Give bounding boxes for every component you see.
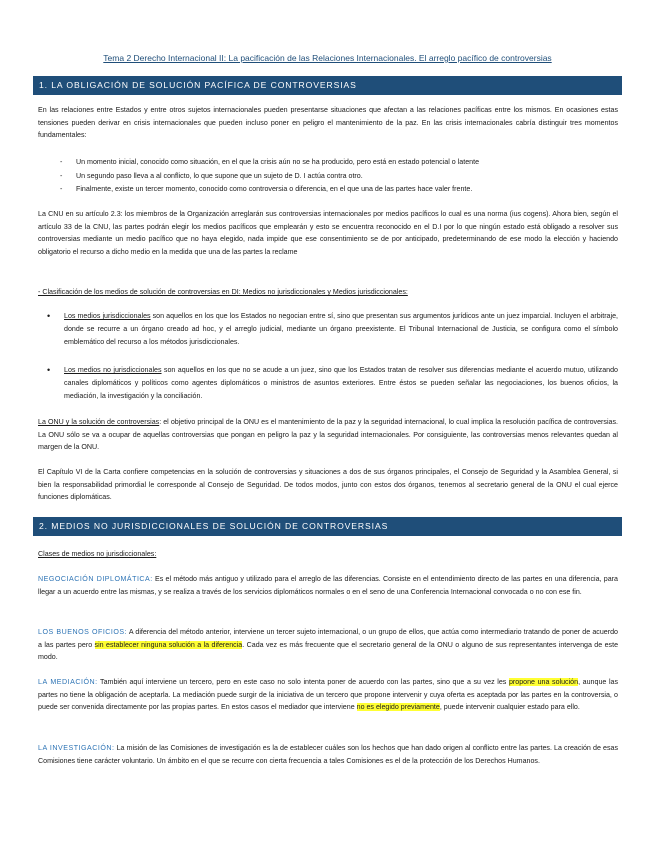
chapter-vi-paragraph: El Capítulo VI de la Carta confiere competencias en la solución de controversias y situaciones a dos de sus órganos principales, el Consejo de Seguridad y la Asamblea General, si bien la responsabilidad primordial le corresponde al Consejo de Seguridad. De todos modos, junto con estos dos órganos, tenemos al secretario general de la ONU el cual ejerce funciones diplomáticas. [38,468,618,502]
negociacion-paragraph: NEGOCIACIÓN DIPLOMÁTICA: Es el método más antiguo y utilizado para el arreglo de las diferencias. Consiste en el entendimiento directo de las partes en una diferencia, para llegar a un acuerdo entre las mismas, y se realiza a través de los servicios diplomáticos normales o en el seno de una Conferencia Internacional convocada o no con ese fin. [38,575,618,596]
onu-text: : el objetivo principal de la ONU es el mantenimiento de la paz y la seguridad internacional, lo cual implica la resolución pacífica de controversias. La ONU sólo se va a ocupar de aquellas controversias que pongan en peligro la paz y la seguridad internacionales. Por consiguiente, las controversias menos relevantes quedan al margen de la ONU. [38,418,618,452]
buenos-oficios-paragraph: LOS BUENOS OFICIOS: A diferencia del método anterior, interviene un tercer sujeto internacional, o un grupo de ellos, que actúa como intermediario tratando de poner de acuerdo a las partes pero sin establecer ninguna solución a la diferencia. Cada vez es más frecuente que el secretario general de la ONU o alguno de sus representantes intervenga de este modo. [38,628,619,662]
list-item [47,310,618,348]
classification-heading: - Clasificación de los medios de solución de controversias en DI: Medios no jurisdiccionales y Medios jurisdiccionales: [38,288,408,296]
list-item: - Un momento inicial, conocido como situación, en el que la crisis aún no se ha producido, pero está en estado potencial o latente [60,156,615,170]
cnu-paragraph: La CNU en su artículo 2.3: los miembros de la Organización arreglarán sus controversias internacionales por medios pacíficos lo cual es una norma (ius cogens). Ahora bien, según el artículo 33 de la CNU, las partes podrán elegir los medios pacíficos que emplearán y esto se encuentra reconocido en el D.I por lo que ningún estado está obligado a resolver sus controversias mediante un medio pacífico que no haya elegido, nada impide que ese consentimiento se de por anticipado, predeterminando de ese modo la elección y haciendo obligatorio el recurso a dicho medio en la medida que una de las partes la reclame [38,210,618,256]
highlighted-text: sin establecer ninguna solución a la diferencia [94,640,243,649]
mediacion-paragraph: LA MEDIACIÓN: También aquí interviene un tercero, pero en este caso no solo intenta poner de acuerdo con las partes, sino que a su vez les propone una solución, aunque las partes no tiene la obligación de aceptarla. La mediación puede surgir de la iniciativa de un tercero que propone intervenir y cuya oferta es aceptada por las partes en la controversia, o puede ser convenida directamente por las propias partes. En estos casos el mediador que interviene no es elegido previamente, puede intervenir cualquier estado para ello. [38,678,619,712]
negociacion-lead: NEGOCIACIÓN DIPLOMÁTICA: [38,575,153,583]
list-item [47,364,618,402]
investigacion-lead: LA INVESTIGACIÓN: [38,744,115,752]
classes-heading: Clases de medios no jurisdiccionales: [38,550,157,558]
bullet-icon: • [47,311,51,321]
crisis-moments-list [60,156,615,197]
document-title-link[interactable]: Tema 2 Derecho Internacional II: La pacificación de las Relaciones Internacionales. El arreglo pacífico de controversias [103,53,552,63]
dash-bullet-icon: - [60,185,63,194]
onu-term: La ONU y la solución de controversias [38,418,160,426]
investigacion-paragraph: LA INVESTIGACIÓN: La misión de las Comisiones de investigación es la de establecer cuáles son los hechos que han dado origen al conflicto entre las partes. La creación de esas Comisiones tiene carácter voluntario. Un ámbito en el que se recurre con cierta frecuencia a tales Comisiones es el de la protección de los Derechos Humanos. [38,744,618,765]
list-item: - Finalmente, existe un tercer momento, conocido como controversia o diferencia, en el que una de las partes hace valer frente. [60,183,615,197]
dash-bullet-icon: - [60,171,63,180]
bullet-term: Los medios no jurisdiccionales [64,366,162,374]
section-heading-1: 1. LA OBLIGACIÓN DE SOLUCIÓN PACÍFICA DE CONTROVERSIAS [33,76,622,95]
mediacion-lead: LA MEDIACIÓN: [38,678,98,686]
bullet-text: son aquellos en los que no se acude a un juez, sino que los Estados tratan de resolver sus diferencias mediante el acuerdo mutuo, utilizando canales diplomáticos y políticos como agentes diplomáticos o ministros de asuntos exteriores. Entre éstos se pueden señalar las negociaciones, los buenos oficios, la mediación, la investigación y la conciliación. [64,366,618,400]
list-item: - Un segundo paso lleva a al conflicto, lo que supone que un sujeto de D. I actúa contra otro. [60,170,615,184]
dash-bullet-icon: - [60,158,63,166]
buenos-oficios-lead: LOS BUENOS OFICIOS: [38,628,128,636]
bullet-icon: • [47,365,51,375]
bullet-term: Los medios jurisdiccionales [64,312,151,320]
intro-paragraph: En las relaciones entre Estados y entre otros sujetos internacionales pueden presentarse situaciones que afectan a las relaciones pacíficas entre los mismos. En ocasiones estas tensiones pueden derivar en crisis internacionales que pueden incluso poner en peligro el mantenimiento de la paz. En las crisis internacionales cabría distinguir tres momentos fundamentales: [38,106,618,140]
highlighted-text: propone una solución [508,678,579,686]
highlighted-text: no es elegido previamente [356,703,440,712]
section-heading-2: 2. MEDIOS NO JURISDICCIONALES DE SOLUCIÓN DE CONTROVERSIAS [33,517,622,536]
bullet-text: son aquellos en los que los Estados no negocian entre sí, sino que presentan sus argumentos jurídicos ante un juez imparcial. Incluyen el arbitraje, donde se recurre a un órgano creado ad hoc, y el arreglo judicial, mediante un órgano preexistente. El Tribunal Internacional de Justicia, se configura como el símbolo emblemático del recurso a los métodos jurisdiccionales. [64,312,618,346]
onu-paragraph [38,416,618,454]
